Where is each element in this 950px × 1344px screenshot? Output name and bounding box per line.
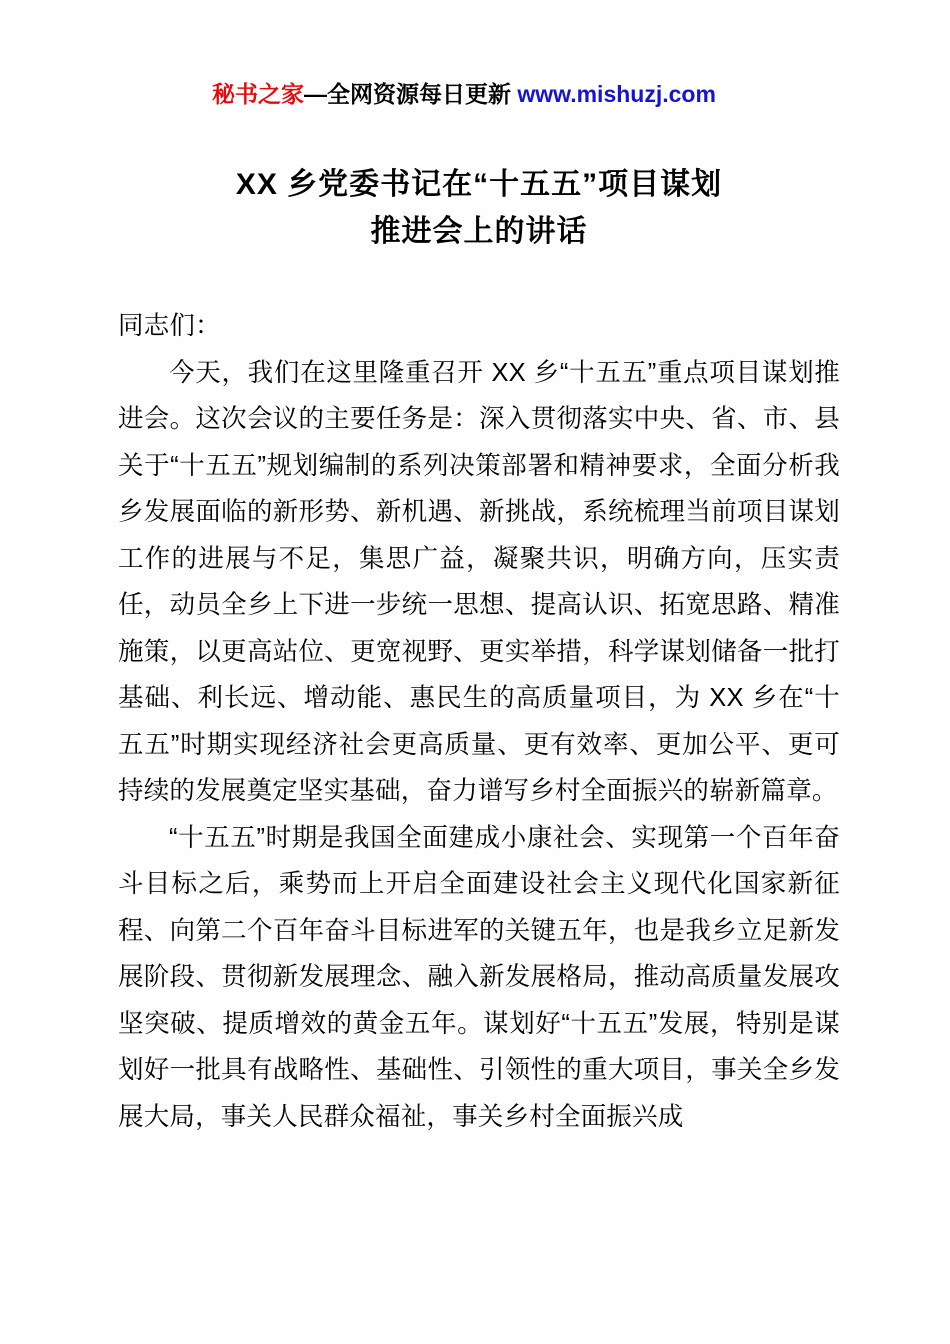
paragraph-1: 今天，我们在这里隆重召开 XX 乡“十五五”重点项目谋划推进会。这次会议的主要任务是：深入贯彻落实中央、省、市、县关于“十五五”规划编制的系列决策部署和精神要求，全面分析我乡发展面临的新形势、新机遇、新挑战，系统梳理当前项目谋划工作的进展与不足，集思广益，凝聚共识，明确方向，压实责任，动员全乡上下进一步统一思想、提高认识、拓宽思路、精准施策，以更高站位、更宽视野、更实举措，科学谋划储备一批打基础、利长远、增动能、惠民生的高质量项目，为 XX 乡在“十五五”时期实现经济社会更高质量、更有效率、更加公平、更可持续的发展奠定坚实基础，奋力谱写乡村全面振兴的崭新篇章。 xyxy=(118,358,840,806)
paragraph-2: “十五五”时期是我国全面建成小康社会、实现第一个百年奋斗目标之后，乘势而上开启全面建设社会主义现代化国家新征程、向第二个百年奋斗目标进军的关键五年，也是我乡立足新发展阶段、贯彻新发展理念、融入新发展格局，推动高质量发展攻坚突破、提质增效的黄金五年。谋划好“十五五”发展，特别是谋划好一批具有战略性、基础性、引领性的重大项目，事关全乡发展大局，事关人民群众福祉，事关乡村全面振兴成 xyxy=(118,823,840,1131)
watermark-brand: 秘书之家 xyxy=(212,81,304,107)
salutation: 同志们： xyxy=(118,312,221,341)
document-body xyxy=(118,303,840,1140)
page-title xyxy=(118,162,840,255)
page-title-line-1: XX 乡党委书记在“十五五”项目谋划 xyxy=(235,168,723,202)
watermark-tagline: —全网资源每日更新 xyxy=(304,81,518,107)
site-watermark xyxy=(212,78,840,110)
page-title-line-2: 推进会上的讲话 xyxy=(370,214,588,248)
watermark-url[interactable]: www.mishuzj.com xyxy=(517,81,716,107)
